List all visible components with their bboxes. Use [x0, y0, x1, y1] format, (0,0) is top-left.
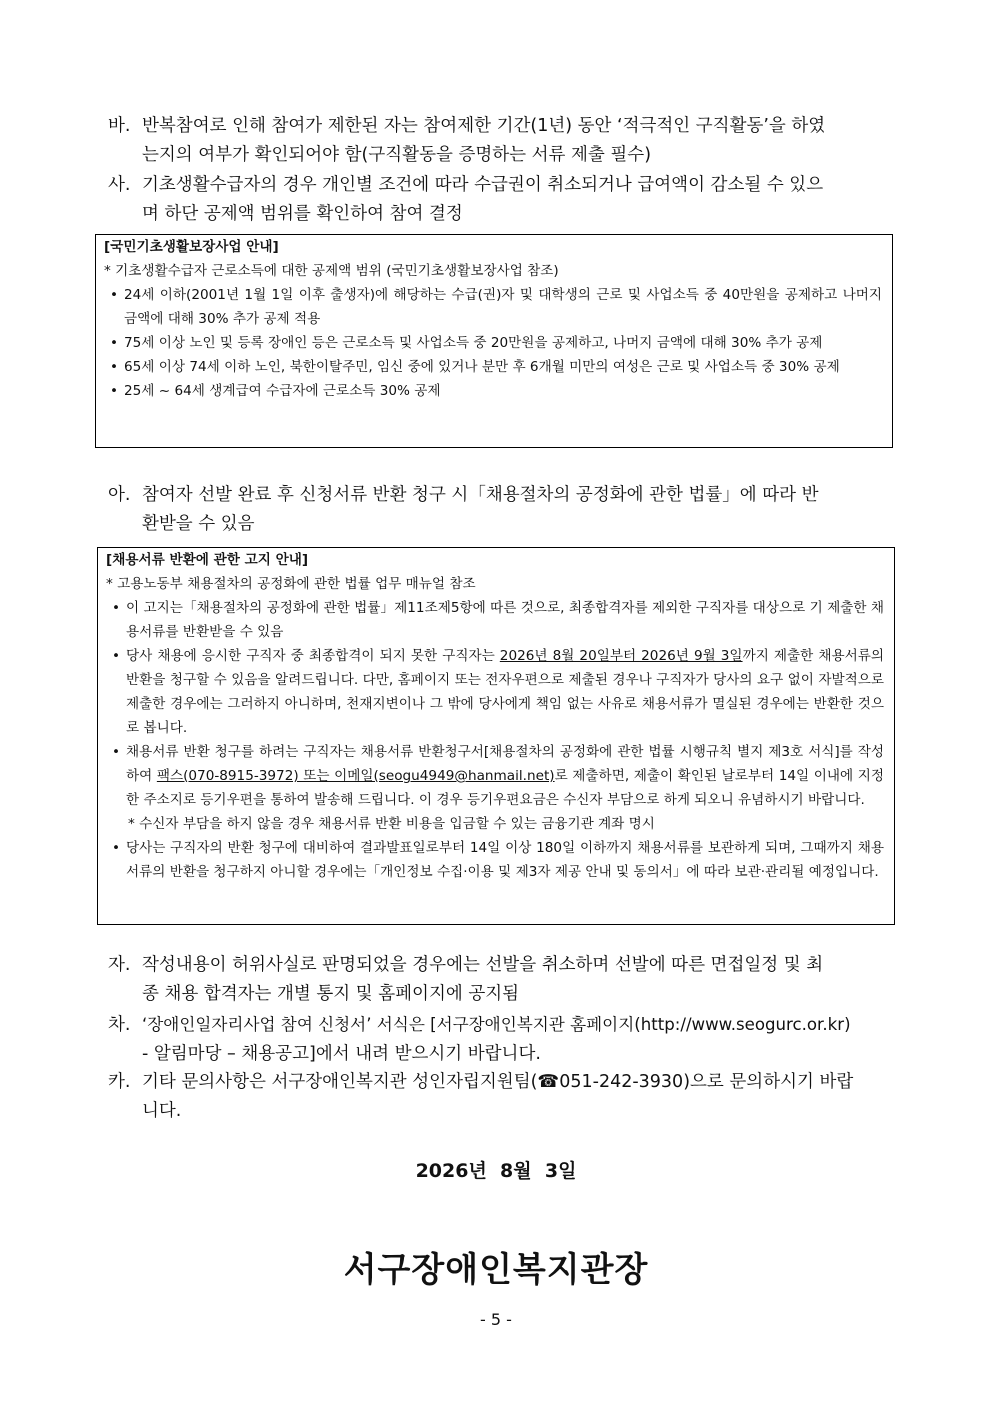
item-ba [108, 112, 898, 170]
box-note: * 기초생활수급자 근로소득에 대한 공제액 범위 (국민기초생활보장사업 참조) [104, 263, 559, 279]
item-cha [108, 1010, 898, 1069]
item-ka [108, 1068, 898, 1126]
item-text-cont: 는지의 여부가 확인되어야 함(구직활동을 증명하는 서류 제출 필수) [142, 145, 652, 165]
list-item: • 75세 이상 노인 및 등록 장애인 등은 근로소득 및 사업소득 중 20만원을 공제하고, 나머지 금액에 대해 30% 추가 공제 [96, 331, 892, 355]
item-label: 차. [108, 1015, 131, 1035]
item-label: 자. [108, 955, 131, 975]
item-a [108, 481, 898, 539]
item-text: ‘장애인일자리사업 참여 신청서’ 서식은 [서구장애인복지관 홈페이지(http://www.seogurc.or.kr) [142, 1015, 851, 1034]
item-label: 카. [108, 1072, 131, 1092]
item-text: 작성내용이 허위사실로 판명되었을 경우에는 선발을 취소하며 선발에 따른 면접일정 및 최 [142, 955, 824, 975]
box-title: [국민기초생활보장사업 안내] [104, 239, 279, 255]
page-number: - 5 - [480, 1310, 512, 1329]
list-item: • 당사는 구직자의 반환 청구에 대비하여 결과발표일로부터 14일 이상 180일 이하까지 채용서류를 보관하게 되며, 그때까지 채용서류의 반환을 청구하지 아니할 경우에는「개인정보 수집·이용 및 제3자 제공 안내 및 동의서」에 따라 보관·관리될 예정입니다. [98, 836, 894, 884]
item-text: 반복참여로 인해 참여가 제한된 자는 참여제한 기간(1년) 동안 ‘적극적인 구직활동’을 하였 [142, 116, 826, 136]
text-fragment: 당사 채용에 응시한 구직자 중 최종합격이 되지 못한 구직자는 [126, 648, 500, 664]
list-item: • 65세 이상 74세 이하 노인, 북한이탈주민, 임신 중에 있거나 분만 후 6개월 미만의 여성은 근로 및 사업소득 중 30% 공제 [96, 355, 892, 379]
return-period: 2026년 8월 20일부터 2026년 9월 3일 [499, 648, 743, 664]
text-fragment: 로 제출하면, 제출이 확인된 날로부터 14일 이내에 지정한 주소지로 등기우편을 통하여 발송해 드립니다. 이 경우 등기우편요금은 수신자 부담으로 하게 되오니 유념하시기 바랍니다. [126, 768, 884, 808]
list-item: • 이 고지는「채용절차의 공정화에 관한 법률」제11조제5항에 따른 것으로, 최종합격자를 제외한 구직자를 대상으로 기 제출한 채용서류를 반환받을 수 있음 [98, 596, 894, 644]
box-note: * 고용노동부 채용절차의 공정화에 관한 법률 업무 매뉴얼 참조 [106, 576, 476, 592]
organization-signature: 서구장애인복지관장 [343, 1250, 649, 1290]
item-ja [108, 951, 898, 1009]
item-sa [108, 171, 898, 229]
list-item [98, 740, 894, 812]
item-text: 참여자 선발 완료 후 신청서류 반환 청구 시「채용절차의 공정화에 관한 법률」에 따라 반 [142, 485, 819, 505]
list-item: • 24세 이하(2001년 1월 1일 이후 출생자)에 해당하는 수급(권)자 및 대학생의 근로 및 사업소득 중 40만원을 공제하고 나머지 금액에 대해 30% 추가 공제 적용 [96, 283, 892, 331]
box-title: [채용서류 반환에 관한 고지 안내] [106, 552, 309, 568]
document-return-notice-box [97, 547, 895, 925]
text-fragment: 채용서류 반환 청구를 하려는 구직자는 채용서류 반환청구서[채용절차의 공정화에 관한 법률 시행규칙 별지 제3호 서식]를 작성하여 [126, 744, 884, 784]
document-date: 2026년 8월 3일 [415, 1160, 577, 1182]
item-text-cont: 종 채용 합격자는 개별 통지 및 홈페이지에 공지됨 [142, 984, 520, 1004]
box-subnote: * 수신자 부담을 하지 않을 경우 채용서류 반환 비용을 입금할 수 있는 금융기관 계좌 명시 [128, 816, 655, 832]
item-label: 사. [108, 175, 131, 195]
list-item: • 25세 ~ 64세 생계급여 수급자에 근로소득 30% 공제 [96, 379, 892, 403]
item-label: 바. [108, 116, 131, 136]
item-text-cont: 며 하단 공제액 범위를 확인하여 참여 결정 [142, 204, 463, 224]
item-label: 아. [108, 485, 131, 505]
item-text-cont: 니다. [142, 1101, 182, 1121]
text-fragment: 까지 제출한 채용서류의 반환을 청구할 수 있음을 알려드립니다. 다만, 홈페이지 또는 전자우편으로 제출된 경우나 구직자가 당사의 요구 없이 자발적으로 제출한 경우에는 그러하지 아니하며, 천재지변이나 그 밖에 당사에게 책임 없는 사유로 채용서류가 멸실된 경우에는 반환한 것으로 봅니다. [126, 648, 884, 736]
contact-info: 팩스(070-8915-3972) 또는 이메일(seogu4949@hanmail.net) [156, 768, 555, 784]
item-text: 기타 문의사항은 서구장애인복지관 성인자립지원팀(☎051-242-3930)으로 문의하시기 바랍 [142, 1072, 854, 1092]
basic-livelihood-info-box [95, 234, 893, 448]
item-text-cont: - 알림마당 – 채용공고]에서 내려 받으시기 바랍니다. [142, 1044, 541, 1064]
item-text: 기초생활수급자의 경우 개인별 조건에 따라 수급권이 취소되거나 급여액이 감소될 수 있으 [142, 175, 824, 195]
list-item [98, 644, 894, 740]
item-text-cont: 환받을 수 있음 [142, 514, 255, 534]
